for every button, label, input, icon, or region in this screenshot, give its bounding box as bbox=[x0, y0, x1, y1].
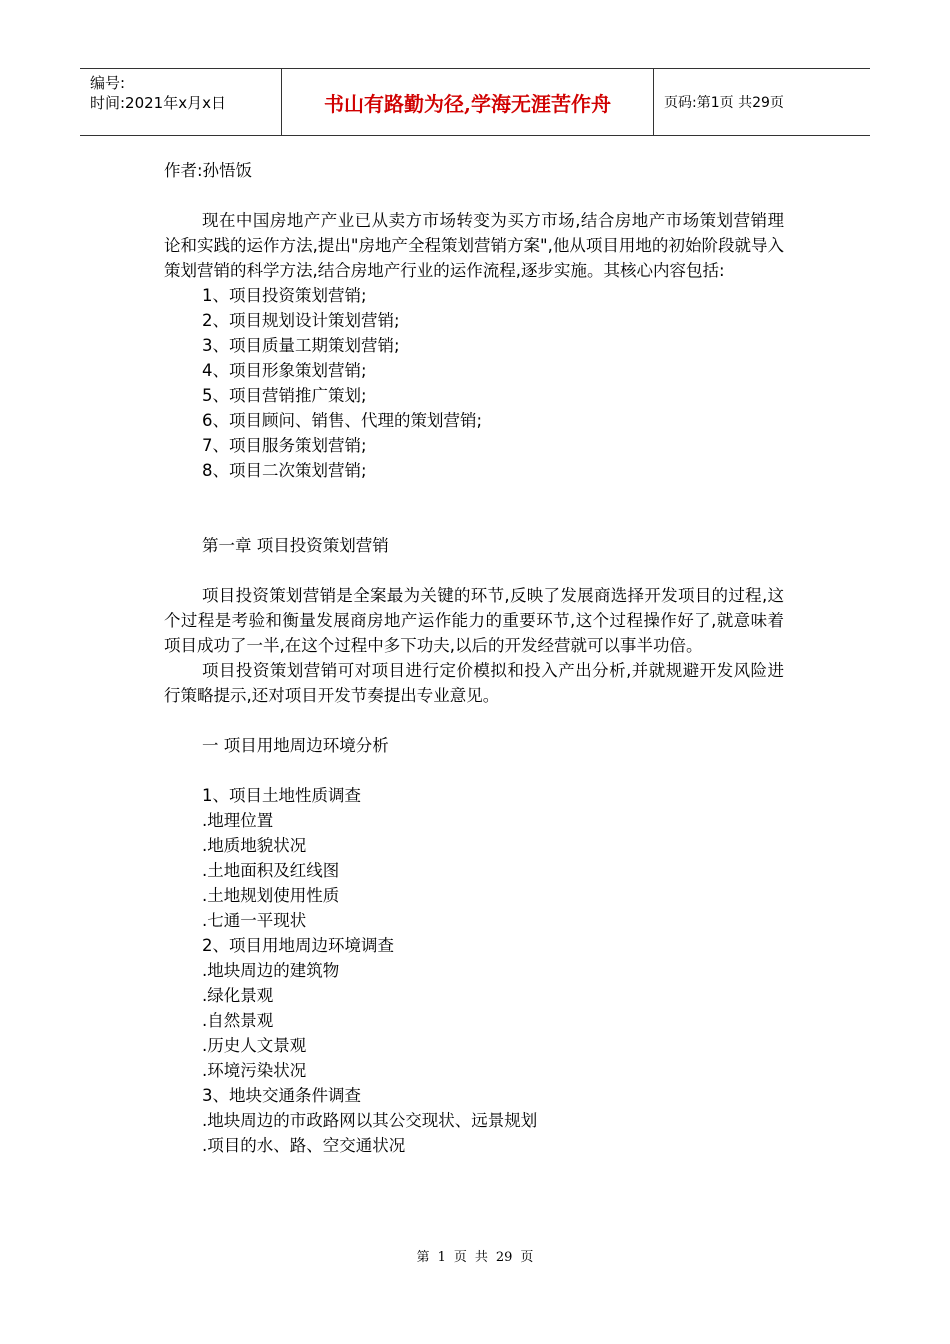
footer-total-pages: 29 bbox=[495, 1250, 513, 1265]
outline-item: .七通一平现状 bbox=[202, 911, 307, 930]
outline-item: .地块周边的建筑物 bbox=[202, 961, 340, 980]
chapter-paragraph: 项目投资策划营销可对项目进行定价模拟和投入产出分析,并就规避开发风险进行策略提示,还对项目开发节奏提出专业意见。 bbox=[164, 661, 784, 705]
outline-item: .项目的水、路、空交通状况 bbox=[202, 1136, 406, 1155]
document-header bbox=[80, 68, 870, 136]
page-footer bbox=[0, 1246, 950, 1265]
outline-item: .土地面积及红线图 bbox=[202, 861, 340, 880]
outline-item: .土地规划使用性质 bbox=[202, 886, 340, 905]
list-item: 8、项目二次策划营销; bbox=[202, 461, 367, 480]
outline-item: .地质地貌状况 bbox=[202, 836, 307, 855]
header-page-info: 页码:第1页 共29页 bbox=[664, 95, 784, 111]
footer-page-word: 第 bbox=[416, 1250, 430, 1265]
document-date: 时间:2021年x月x日 bbox=[90, 94, 226, 112]
chapter-paragraph: 项目投资策划营销是全案最为关键的环节,反映了发展商选择开发项目的过程,这个过程是考验和衡量发展商房地产运作能力的重要环节,这个过程操作好了,就意味着项目成功了一半,在这个过程中多下功夫,以后的开发经营就可以事半功倍。 bbox=[164, 586, 784, 655]
outline-item: .历史人文景观 bbox=[202, 1036, 307, 1055]
outline-item: 3、地块交通条件调查 bbox=[202, 1086, 361, 1105]
outline-item: 2、项目用地周边环境调查 bbox=[202, 936, 394, 955]
outline-item: .自然景观 bbox=[202, 1011, 274, 1030]
outline-item: .地理位置 bbox=[202, 811, 274, 830]
header-motto: 书山有路勤为径,学海无涯苦作舟 bbox=[281, 69, 654, 135]
author-line: 作者:孙悟饭 bbox=[164, 161, 253, 180]
list-item: 2、项目规划设计策划营销; bbox=[202, 311, 400, 330]
footer-current-page: 1 bbox=[437, 1250, 446, 1265]
list-item: 6、项目顾问、销售、代理的策划营销; bbox=[202, 411, 483, 430]
list-item: 5、项目营销推广策划; bbox=[202, 386, 367, 405]
list-item: 3、项目质量工期策划营销; bbox=[202, 336, 400, 355]
outline-item: .环境污染状况 bbox=[202, 1061, 307, 1080]
footer-total-unit: 页 bbox=[520, 1250, 534, 1265]
outline-item: .绿化景观 bbox=[202, 986, 274, 1005]
intro-paragraph: 现在中国房地产产业已从卖方市场转变为买方市场,结合房地产市场策划营销理论和实践的运作方法,提出"房地产全程策划营销方案",他从项目用地的初始阶段就导入策划营销的科学方法,结合房地产行业的运作流程,逐步实施。其核心内容包括: bbox=[164, 211, 784, 280]
section-title: 一 项目用地周边环境分析 bbox=[202, 736, 389, 755]
list-item: 7、项目服务策划营销; bbox=[202, 436, 367, 455]
header-meta bbox=[80, 69, 281, 135]
outline-item: .地块周边的市政路网以其公交现状、远景规划 bbox=[202, 1111, 538, 1130]
document-body bbox=[164, 158, 784, 1158]
footer-page-unit: 页 bbox=[453, 1250, 467, 1265]
list-item: 4、项目形象策划营销; bbox=[202, 361, 367, 380]
footer-total-word: 共 bbox=[474, 1250, 488, 1265]
outline-item: 1、项目土地性质调查 bbox=[202, 786, 361, 805]
chapter-title: 第一章 项目投资策划营销 bbox=[202, 536, 389, 555]
list-item: 1、项目投资策划营销; bbox=[202, 286, 367, 305]
document-number-label: 编号: bbox=[90, 74, 126, 92]
